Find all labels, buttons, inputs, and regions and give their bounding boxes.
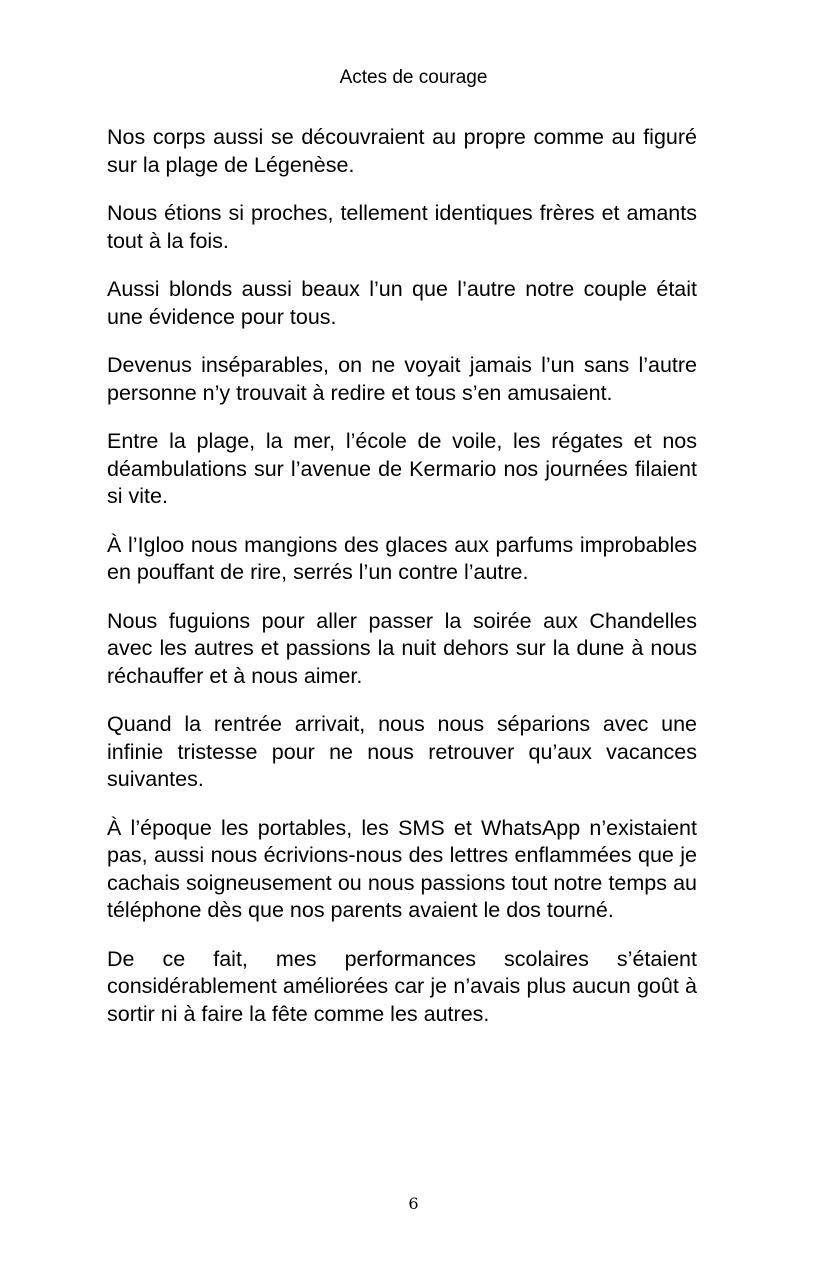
paragraph: De ce fait, mes performances scolaires s’étaient considérablement améliorées car je n’avais plus aucun goût à sortir ni à faire la fête comme les autres. [107,946,697,1026]
body-text [107,124,697,1049]
paragraph: Nous fuguions pour aller passer la soirée aux Chandelles avec les autres et passions la nuit dehors sur la dune à nous réchauffer et à nous aimer. [107,608,697,688]
paragraph: À l’Igloo nous mangions des glaces aux parfums improbables en pouffant de rire, serrés l’un contre l’autre. [107,532,697,584]
paragraph: Aussi blonds aussi beaux l’un que l’autre notre couple était une évidence pour tous. [107,277,697,329]
running-header: Actes de courage [339,67,488,88]
paragraph: Nous étions si proches, tellement identiques frères et amants tout à la fois. [107,201,697,253]
paragraph: Entre la plage, la mer, l’école de voile, les régates et nos déambulations sur l’avenue de Kermario nos journées filaient si vite. [107,429,697,508]
paragraph: Devenus inséparables, on ne voyait jamais l’un sans l’autre personne n’y trouvait à redire et tous s’en amusaient. [107,353,697,405]
paragraph: Nos corps aussi se découvraient au propre comme au figuré sur la plage de Légenèse. [107,125,697,177]
paragraph: Quand la rentrée arrivait, nous nous séparions avec une infinie tristesse pour ne nous retrouver qu’aux vacances suivantes. [107,712,697,791]
page-number: 6 [408,1194,419,1213]
paragraph: À l’époque les portables, les SMS et WhatsApp n’existaient pas, aussi nous écrivions-nous des lettres enflammées que je cachais soigneusement ou nous passions tout notre temps au téléphone dès que nos parents avaient le dos tourné. [107,815,697,922]
